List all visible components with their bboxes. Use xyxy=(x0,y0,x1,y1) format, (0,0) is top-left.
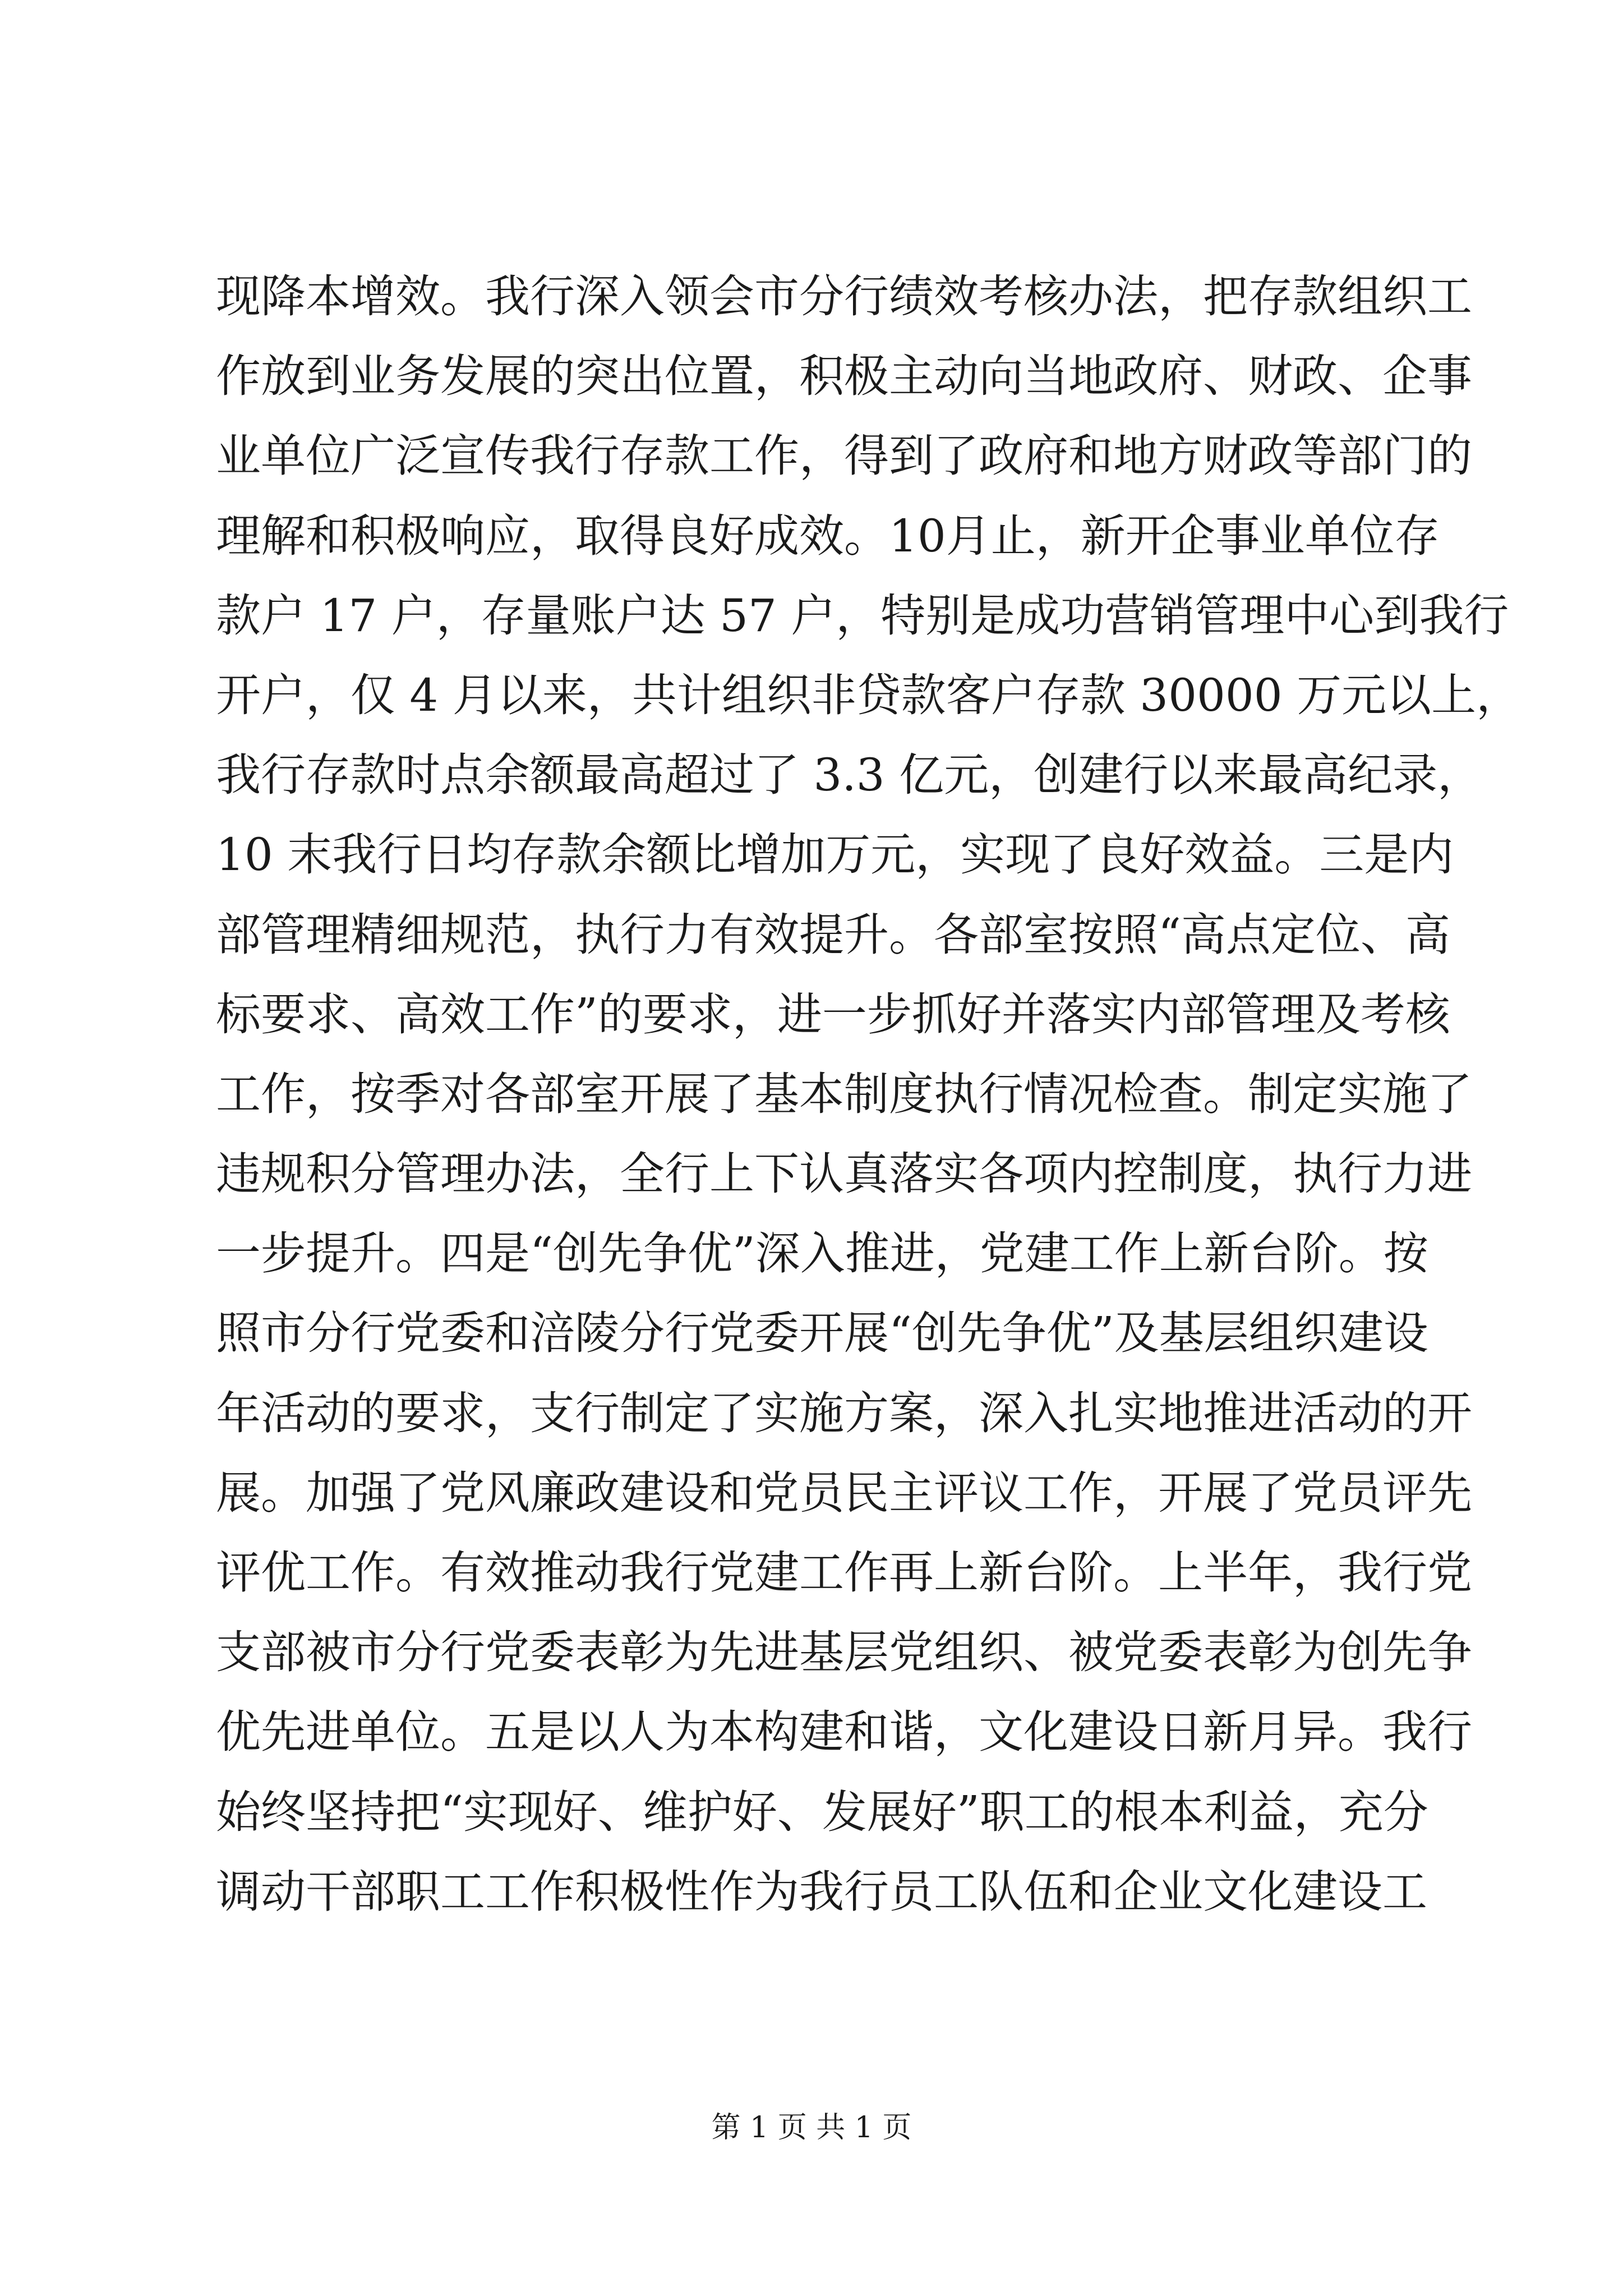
text-line: 业单位广泛宣传我行存款工作，得到了政府和地方财政等部门的 xyxy=(216,430,1472,482)
text-line: 调动干部职工工作积极性作为我行员工队伍和企业文化建设工 xyxy=(216,1865,1427,1918)
text-line: 支部被市分行党委表彰为先进基层党组织、被党委表彰为创先争 xyxy=(216,1626,1472,1679)
text-line: 违规积分管理办法，全行上下认真落实各项内控制度，执行力进 xyxy=(216,1148,1472,1200)
text-line: 款户 17 户，存量账户达 57 户，特别是成功营销管理中心到我行 xyxy=(216,589,1509,642)
text-line: 评优工作。有效推动我行党建工作再上新台阶。上半年，我行党 xyxy=(216,1547,1472,1599)
text-line: 开户，仅 4 月以来，共计组织非贷款客户存款 30000 万元以上， xyxy=(216,669,1521,721)
body-text xyxy=(216,257,1521,1932)
text-line: 照市分行党委和涪陵分行党委开展“创先争优”及基层组织建设 xyxy=(216,1307,1428,1360)
text-line: 工作，按季对各部室开展了基本制度执行情况检查。制定实施了 xyxy=(216,1068,1472,1120)
text-line: 部管理精细规范，执行力有效提升。各部室按照“高点定位、高 xyxy=(216,908,1450,961)
text-line: 理解和积极响应，取得良好成效。10月止，新开企事业单位存 xyxy=(216,509,1440,562)
text-line: 始终坚持把“实现好、维护好、发展好”职工的根本利益，充分 xyxy=(216,1786,1428,1838)
text-line: 现降本增效。我行深入领会市分行绩效考核办法，把存款组织工 xyxy=(216,270,1472,323)
text-line: 我行存款时点余额最高超过了 3.3 亿元，创建行以来最高纪录， xyxy=(216,749,1483,802)
text-line: 优先进单位。五是以人为本构建和谐，文化建设日新月异。我行 xyxy=(216,1706,1472,1759)
text-line: 年活动的要求，支行制定了实施方案，深入扎实地推进活动的开 xyxy=(216,1387,1472,1439)
text-line: 标要求、高效工作”的要求，进一步抓好并落实内部管理及考核 xyxy=(216,988,1450,1041)
text-line: 10 末我行日均存款余额比增加万元，实现了良好效益。三是内 xyxy=(216,829,1454,881)
text-line: 展。加强了党风廉政建设和党员民主评议工作，开展了党员评先 xyxy=(216,1466,1472,1519)
page-footer: 第 1 页 共 1 页 xyxy=(711,2111,912,2145)
text-line: 一步提升。四是“创先争优”深入推进，党建工作上新台阶。按 xyxy=(216,1227,1428,1280)
text-line: 作放到业务发展的突出位置，积极主动向当地政府、财政、企事 xyxy=(216,350,1472,403)
